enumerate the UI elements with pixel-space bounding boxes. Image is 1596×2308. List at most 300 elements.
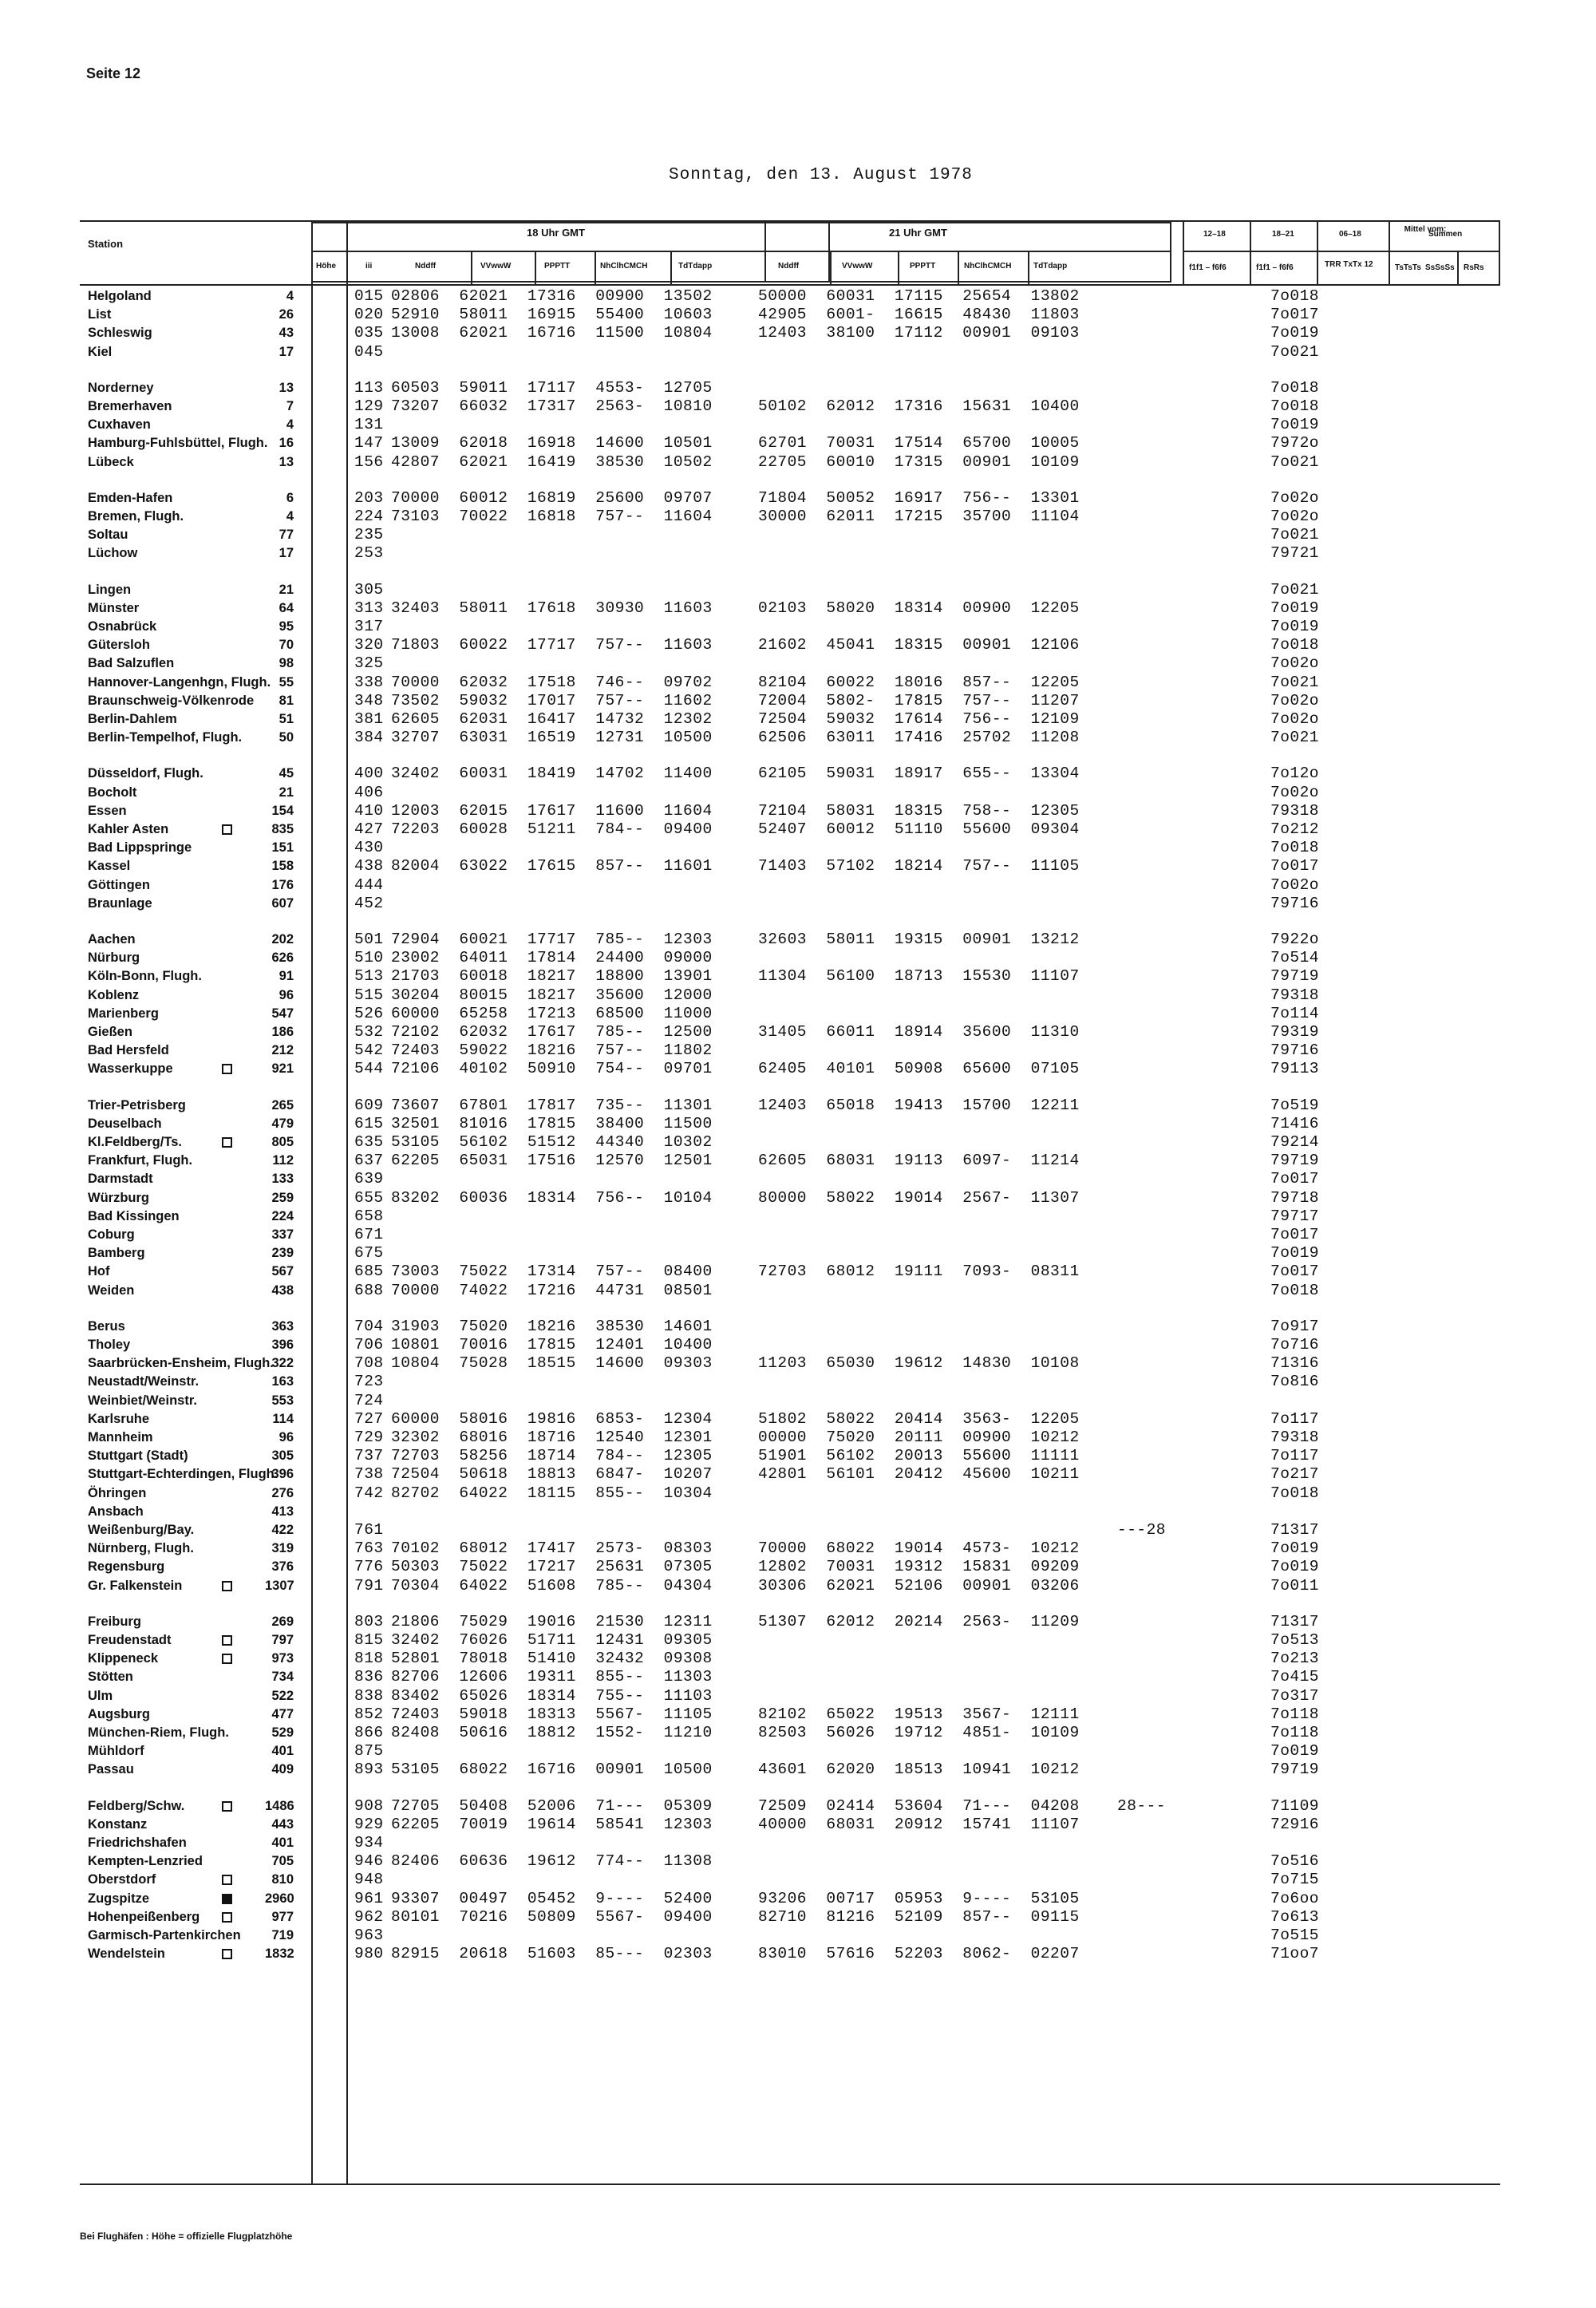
station-index: 609 (354, 1096, 384, 1114)
station-name: Coburg (88, 1227, 135, 1242)
obs-21-gmt: 31405 66011 18914 35600 11310 (758, 1023, 1080, 1041)
hdr-div (1389, 220, 1390, 284)
hdr-div (1250, 220, 1251, 284)
obs-21-gmt: 12403 38100 17112 00901 09103 (758, 324, 1080, 342)
obs-21-gmt: 82710 81216 52109 857-- 09115 (758, 1907, 1080, 1926)
header-mid-rule-18 (311, 251, 830, 252)
mittel-value: 7o019 (1270, 416, 1320, 434)
mittel-value: 7972o (1270, 434, 1320, 453)
station-index: 035 (354, 324, 384, 342)
station-index: 444 (354, 875, 384, 894)
obs-18-gmt: 72504 50618 18813 6847- 10207 (391, 1465, 713, 1484)
mittel-value: 7o021 (1270, 580, 1320, 599)
station-height: 276 (271, 1485, 294, 1500)
station-index: 704 (354, 1317, 384, 1335)
station-name: Bad Salzuflen (88, 656, 175, 671)
station-name: Bad Hersfeld (88, 1043, 169, 1058)
station-index: 948 (354, 1871, 384, 1889)
station-height: 1832 (265, 1946, 294, 1962)
header-hoehe: Höhe (316, 262, 336, 271)
station-index: 655 (354, 1188, 384, 1207)
mittel-value: 7o213 (1270, 1650, 1320, 1668)
station-height: 6 (286, 490, 294, 505)
mittel-value: 7o516 (1270, 1852, 1320, 1871)
header-06-18: 06–18 (1339, 230, 1361, 239)
obs-18-gmt: 32707 63031 16519 12731 10500 (391, 729, 713, 747)
hdr-div (670, 252, 672, 284)
station-name: Hof (88, 1264, 110, 1279)
page-number: Seite 12 (86, 65, 141, 81)
station-index: 671 (354, 1226, 384, 1243)
station-height: 64 (279, 600, 294, 615)
station-height: 4 (286, 289, 294, 303)
station-index: 513 (354, 967, 384, 986)
station-height: 409 (271, 1762, 294, 1777)
station-height: 719 (271, 1928, 294, 1942)
obs-18-gmt: 70304 64022 51608 785-- 04304 (391, 1576, 713, 1595)
station-name: Berlin-Tempelhof, Flugh. (88, 730, 243, 745)
station-height: 396 (271, 1338, 294, 1352)
header-station: Station (88, 238, 124, 250)
station-index: 685 (354, 1263, 384, 1281)
station-index: 836 (354, 1668, 384, 1686)
station-height: 479 (271, 1116, 294, 1131)
station-index: 253 (354, 544, 384, 563)
station-index: 946 (354, 1852, 384, 1871)
obs-18-gmt: 73003 75022 17314 757-- 08400 (391, 1263, 713, 1281)
station-name: Freiburg (88, 1614, 141, 1629)
obs-18-gmt: 62205 70019 19614 58541 12303 (391, 1815, 713, 1833)
header-mittel: Mittel vom: (1404, 225, 1447, 234)
obs-21-gmt: 42801 56101 20412 45600 10211 (758, 1465, 1080, 1484)
station-height: 51 (279, 712, 294, 726)
station-height: 529 (271, 1725, 294, 1740)
station-height: 151 (271, 840, 294, 856)
station-height: 305 (271, 1448, 294, 1464)
obs-21-gmt: 40000 68031 20912 15741 11107 (758, 1815, 1080, 1833)
obs-21-gmt: 62405 40101 50908 65600 07105 (758, 1060, 1080, 1078)
obs-18-gmt: 62205 65031 17516 12570 12501 (391, 1152, 713, 1170)
station-height: 112 (272, 1153, 294, 1168)
table-bottom-rule (80, 2184, 1500, 2185)
mittel-value: 7o018 (1270, 397, 1320, 415)
hdr-div (471, 252, 472, 284)
header-box-21 (764, 222, 1171, 283)
mittel-value: 7o021 (1270, 526, 1320, 544)
mittel-value: 79717 (1270, 1207, 1320, 1225)
hdr-div (958, 252, 959, 284)
station-index: 430 (354, 839, 384, 857)
header-r2-sub: f1f1 – f6f6 (1256, 263, 1294, 272)
station-height: 547 (271, 1006, 294, 1021)
obs-18-gmt: 82004 63022 17615 857-- 11601 (391, 857, 713, 875)
station-index: 761 (354, 1521, 384, 1539)
obs-18-gmt: 71803 60022 17717 757-- 11603 (391, 636, 713, 654)
obs-18-gmt: 82706 12606 19311 855-- 11303 (391, 1668, 713, 1686)
obs-21-gmt: 62506 63011 17416 25702 11208 (758, 729, 1080, 747)
station-index: 635 (354, 1133, 384, 1151)
station-height: 322 (271, 1356, 294, 1371)
mittel-value: 7o715 (1270, 1871, 1320, 1889)
obs-18-gmt: 70000 74022 17216 44731 08501 (391, 1281, 713, 1299)
station-name: Cuxhaven (88, 417, 151, 433)
mittel-value: 7o018 (1270, 636, 1320, 654)
hdr-div (898, 252, 899, 284)
station-index: 305 (354, 580, 384, 599)
station-name: Weiden (88, 1282, 135, 1298)
station-height: 202 (271, 932, 294, 947)
obs-18-gmt: 82915 20618 51603 85--- 02303 (391, 1945, 713, 1963)
station-name: Berus (88, 1318, 125, 1334)
obs-18-gmt: 12003 62015 17617 11600 11604 (391, 801, 713, 820)
obs-18-gmt: 53105 56102 51512 44340 10302 (391, 1133, 713, 1151)
station-index: 615 (354, 1114, 384, 1132)
mountain-station-marker (222, 824, 232, 835)
station-name: Augsburg (88, 1706, 150, 1721)
obs-18-gmt: 73207 66032 17317 2563- 10810 (391, 397, 713, 415)
station-index: 532 (354, 1023, 384, 1041)
mittel-value: 71oo7 (1270, 1945, 1320, 1963)
hdr-rule (1183, 251, 1500, 252)
station-height: 443 (271, 1816, 294, 1832)
obs-21-gmt: 82104 60022 18016 857-- 12205 (758, 673, 1080, 691)
obs-21-gmt: 50102 62012 17316 15631 10400 (758, 397, 1080, 415)
mittel-value: 7o117 (1270, 1409, 1320, 1428)
station-height: 259 (271, 1190, 294, 1205)
station-index: 045 (354, 342, 384, 361)
station-index: 893 (354, 1761, 384, 1779)
mittel-value: 7o02o (1270, 488, 1320, 507)
hdr-div (1317, 220, 1318, 284)
mittel-value: 7o513 (1270, 1631, 1320, 1649)
obs-18-gmt: 32403 58011 17618 30930 11603 (391, 599, 713, 617)
mittel-value: 7o019 (1270, 324, 1320, 342)
obs-21-gmt: 70000 68022 19014 4573- 10212 (758, 1539, 1080, 1558)
obs-18-gmt: 80101 70216 50809 5567- 09400 (391, 1907, 713, 1926)
mittel-value: 7o514 (1270, 949, 1320, 967)
station-index: 235 (354, 526, 384, 544)
station-name: Stuttgart-Echterdingen, Flugh. (88, 1467, 279, 1482)
header-mid-rule-21 (764, 251, 1171, 252)
header-ts: TsTsTs (1395, 263, 1421, 272)
station-height: 567 (271, 1264, 294, 1279)
station-name: Gießen (88, 1025, 132, 1039)
station-height: 363 (271, 1318, 294, 1334)
station-height: 26 (279, 307, 294, 322)
station-height: 4 (286, 509, 294, 524)
station-name: Weinbiet/Weinstr. (88, 1393, 197, 1408)
station-index: 815 (354, 1631, 384, 1649)
obs-18-gmt: 83202 60036 18314 756-- 10104 (391, 1188, 713, 1207)
station-height: 269 (271, 1614, 294, 1629)
station-height: 7 (286, 399, 294, 413)
station-index: 313 (354, 599, 384, 617)
obs-21-gmt: 72509 02414 53604 71--- 04208 (758, 1796, 1080, 1815)
mountain-station-marker (222, 1912, 232, 1923)
mittel-value: 79318 (1270, 986, 1320, 1004)
obs-21-gmt: 62701 70031 17514 65700 10005 (758, 434, 1080, 453)
obs-18-gmt: 83402 65026 18314 755-- 11103 (391, 1686, 713, 1705)
station-name: Zugspitze (88, 1891, 149, 1906)
obs-18-gmt: 53105 68022 16716 00901 10500 (391, 1761, 713, 1779)
obs-21-gmt: 12403 65018 19413 15700 12211 (758, 1096, 1080, 1114)
station-height: 98 (279, 656, 294, 671)
obs-21-gmt: 43601 62020 18513 10941 10212 (758, 1761, 1080, 1779)
station-index: 929 (354, 1815, 384, 1833)
station-height: 396 (271, 1467, 294, 1482)
mittel-value: 72916 (1270, 1815, 1320, 1833)
obs-18-gmt: 13008 62021 16716 11500 10804 (391, 324, 713, 342)
obs-21-gmt: 32603 58011 19315 00901 13212 (758, 931, 1080, 948)
mittel-value: 7o017 (1270, 1263, 1320, 1281)
station-name: List (88, 307, 112, 322)
station-height: 522 (271, 1688, 294, 1703)
station-height: 95 (279, 619, 294, 634)
station-name: Gr. Falkenstein (88, 1578, 183, 1593)
mittel-value: 79719 (1270, 1761, 1320, 1779)
station-name: Frankfurt, Flugh. (88, 1153, 193, 1168)
mittel-value: 7o114 (1270, 1004, 1320, 1022)
obs-18-gmt: 73103 70022 16818 757-- 11604 (391, 508, 713, 525)
station-name: Oberstdorf (88, 1872, 156, 1887)
obs-21-gmt: 82503 56026 19712 4851- 10109 (758, 1724, 1080, 1741)
header-21-col-3: PPPTT (910, 262, 936, 271)
station-index: 129 (354, 397, 384, 415)
mittel-value: 79214 (1270, 1133, 1320, 1151)
station-height: 973 (271, 1651, 294, 1666)
mittel-value: 7o018 (1270, 378, 1320, 397)
obs-21-gmt: 71403 57102 18214 757-- 11105 (758, 857, 1080, 875)
station-index: 658 (354, 1207, 384, 1225)
mittel-value: 7o018 (1270, 1281, 1320, 1299)
obs-18-gmt: 02806 62021 17316 00900 13502 (391, 287, 713, 305)
mittel-value: 71317 (1270, 1612, 1320, 1630)
mittel-value: 7o217 (1270, 1465, 1320, 1484)
station-name: Hamburg-Fuhlsbüttel, Flugh. (88, 436, 268, 451)
station-index: 803 (354, 1612, 384, 1630)
station-name: Gütersloh (88, 638, 150, 653)
station-index: 637 (354, 1152, 384, 1170)
obs-21-gmt: 42905 6001- 16615 48430 11803 (758, 306, 1080, 324)
mittel-value: 7o017 (1270, 306, 1320, 324)
header-21-col-5: TdTdapp (1033, 262, 1068, 271)
obs-18-gmt: 32501 81016 17815 38400 11500 (391, 1114, 713, 1132)
station-height: 376 (271, 1559, 294, 1575)
mittel-value: 7o019 (1270, 618, 1320, 635)
station-name: Düsseldorf, Flugh. (88, 766, 203, 781)
station-index: 544 (354, 1060, 384, 1078)
station-name: Wasserkuppe (88, 1061, 173, 1077)
mittel-value: 7o02o (1270, 508, 1320, 525)
mittel-value: 7o021 (1270, 673, 1320, 691)
station-name: Osnabrück (88, 619, 157, 634)
station-height: 224 (271, 1208, 294, 1223)
station-name: Karlsruhe (88, 1411, 150, 1426)
station-index: 438 (354, 857, 384, 875)
station-height: 21 (279, 582, 294, 597)
obs-21-gmt: 00000 75020 20111 00900 10212 (758, 1429, 1080, 1446)
station-height: 17 (279, 344, 294, 359)
station-name: Ansbach (88, 1504, 144, 1519)
station-height: 607 (271, 895, 294, 911)
obs-18-gmt: 70000 60012 16819 25600 09707 (391, 488, 713, 507)
station-height: 4 (286, 417, 294, 433)
station-name: Bad Lippspringe (88, 840, 192, 856)
station-name: Mannheim (88, 1430, 153, 1444)
header-12-18: 12–18 (1203, 230, 1226, 239)
station-index: 320 (354, 636, 384, 654)
station-height: 133 (271, 1172, 294, 1187)
station-index: 852 (354, 1705, 384, 1723)
mittel-value: 7o515 (1270, 1927, 1320, 1944)
obs-18-gmt: 42807 62021 16419 38530 10502 (391, 453, 713, 471)
mittel-value: 7922o (1270, 931, 1320, 948)
station-index: 729 (354, 1429, 384, 1446)
obs-21-gmt: 02103 58020 18314 00900 12205 (758, 599, 1080, 617)
mittel-value: 79716 (1270, 894, 1320, 912)
station-index: 961 (354, 1889, 384, 1907)
mittel-value: 7o02o (1270, 654, 1320, 673)
precip-12-18: 28--- (1117, 1796, 1167, 1815)
station-index: 501 (354, 931, 384, 948)
obs-21-gmt: 51307 62012 20214 2563- 11209 (758, 1612, 1080, 1630)
obs-18-gmt: 60000 58016 19816 6853- 12304 (391, 1409, 713, 1428)
header-18-col-3: PPPTT (544, 262, 571, 271)
station-index: 381 (354, 710, 384, 728)
mittel-value: 7o118 (1270, 1705, 1320, 1723)
station-name: Darmstadt (88, 1172, 153, 1187)
obs-18-gmt: 82408 50616 18812 1552- 11210 (391, 1724, 713, 1741)
station-name: Kassel (88, 859, 131, 874)
station-name: Freudenstadt (88, 1633, 172, 1647)
header-summen: Summen (1428, 230, 1463, 239)
station-index: 639 (354, 1170, 384, 1188)
station-name: Braunschweig-Völkenrode (88, 693, 255, 708)
station-index: 410 (354, 801, 384, 820)
station-index: 875 (354, 1742, 384, 1761)
obs-21-gmt: 50000 60031 17115 25654 13802 (758, 287, 1080, 305)
station-height: 810 (271, 1872, 294, 1887)
obs-18-gmt: 72403 59022 18216 757-- 11802 (391, 1041, 713, 1060)
obs-18-gmt: 13009 62018 16918 14600 10501 (391, 434, 713, 453)
header-18-col-4: NhClhCMCH (600, 262, 648, 271)
hdr-div (1457, 252, 1459, 284)
station-name: Göttingen (88, 877, 150, 892)
obs-18-gmt: 73502 59032 17017 757-- 11602 (391, 691, 713, 709)
station-index: 763 (354, 1539, 384, 1558)
station-index: 934 (354, 1834, 384, 1852)
obs-18-gmt: 52910 58011 16915 55400 10603 (391, 306, 713, 324)
station-name: Trier-Petrisberg (88, 1097, 186, 1113)
obs-18-gmt: 72705 50408 52006 71--- 05309 (391, 1796, 713, 1815)
station-name: Regensburg (88, 1559, 165, 1575)
obs-21-gmt: 11304 56100 18713 15530 11107 (758, 967, 1080, 986)
header-21-gmt: 21 Uhr GMT (889, 227, 947, 239)
station-height: 13 (279, 380, 294, 395)
station-name: Bocholt (88, 784, 137, 800)
station-name: Neustadt/Weinstr. (88, 1374, 200, 1389)
station-name: Soltau (88, 528, 128, 543)
obs-18-gmt: 93307 00497 05452 9---- 52400 (391, 1889, 713, 1907)
station-index: 515 (354, 986, 384, 1004)
station-name: Aachen (88, 932, 136, 947)
hdr-div (1499, 220, 1500, 284)
mittel-value: 79318 (1270, 801, 1320, 820)
mittel-value: 7o017 (1270, 1170, 1320, 1188)
mittel-value: 7o317 (1270, 1686, 1320, 1705)
station-height: 212 (271, 1043, 294, 1058)
station-index: 131 (354, 416, 384, 434)
station-height: 186 (271, 1025, 294, 1039)
obs-18-gmt: 32402 60031 18419 14702 11400 (391, 765, 713, 783)
obs-18-gmt: 72203 60028 51211 784-- 09400 (391, 820, 713, 838)
station-index: 962 (354, 1907, 384, 1926)
obs-21-gmt: 71804 50052 16917 756-- 13301 (758, 488, 1080, 507)
station-index: 338 (354, 673, 384, 691)
station-height: 977 (271, 1909, 294, 1924)
obs-18-gmt: 60503 59011 17117 4553- 12705 (391, 378, 713, 397)
footnote: Bei Flughäfen : Höhe = offizielle Flugplatzhöhe (80, 2231, 293, 2242)
station-name: Feldberg/Schw. (88, 1798, 185, 1813)
station-name: München-Riem, Flugh. (88, 1725, 229, 1740)
station-name: Köln-Bonn, Flugh. (88, 969, 202, 984)
station-height: 401 (271, 1836, 294, 1850)
hdr-div (830, 252, 832, 284)
obs-18-gmt: 70102 68012 17417 2573- 08303 (391, 1539, 713, 1558)
precip-12-18: ---28 (1117, 1521, 1167, 1539)
station-name: Essen (88, 803, 127, 818)
obs-18-gmt: 10801 70016 17815 12401 10400 (391, 1336, 713, 1354)
station-height: 96 (279, 1430, 294, 1444)
station-height: 477 (271, 1706, 294, 1721)
obs-21-gmt: 30000 62011 17215 35700 11104 (758, 508, 1080, 525)
mittel-value: 79318 (1270, 1429, 1320, 1446)
station-name: Lingen (88, 582, 132, 597)
station-height: 91 (279, 969, 294, 984)
header-iii: iii (365, 262, 373, 271)
obs-18-gmt: 72703 58256 18714 784-- 12305 (391, 1447, 713, 1465)
station-name: Schleswig (88, 326, 152, 341)
header-r1-sub: f1f1 – f6f6 (1189, 263, 1227, 272)
obs-18-gmt: 72106 40102 50910 754-- 09701 (391, 1060, 713, 1078)
station-index: 400 (354, 765, 384, 783)
obs-21-gmt: 22705 60010 17315 00901 10109 (758, 453, 1080, 471)
station-height: 17 (279, 546, 294, 561)
mittel-value: 7o019 (1270, 1742, 1320, 1761)
station-index: 980 (354, 1945, 384, 1963)
station-height: 158 (271, 859, 294, 874)
station-height: 77 (279, 528, 294, 543)
station-name: Konstanz (88, 1816, 148, 1832)
station-name: Klippeneck (88, 1651, 159, 1666)
mittel-value: 7o021 (1270, 453, 1320, 471)
mittel-value: 7o212 (1270, 820, 1320, 838)
obs-18-gmt: 60000 65258 17213 68500 11000 (391, 1004, 713, 1022)
station-name: Koblenz (88, 987, 140, 1002)
station-index: 542 (354, 1041, 384, 1060)
station-name: Berlin-Dahlem (88, 712, 177, 726)
station-height: 2960 (265, 1891, 294, 1906)
header-18-gmt: 18 Uhr GMT (527, 227, 585, 239)
station-name: Helgoland (88, 289, 152, 303)
mittel-value: 7o519 (1270, 1096, 1320, 1114)
station-index: 406 (354, 783, 384, 801)
station-name: Wendelstein (88, 1946, 165, 1962)
header-21-col-2: VVwwW (842, 262, 873, 271)
station-index: 325 (354, 654, 384, 673)
station-height: 96 (279, 987, 294, 1002)
station-name: Hannover-Langenhgn, Flugh. (88, 674, 271, 690)
